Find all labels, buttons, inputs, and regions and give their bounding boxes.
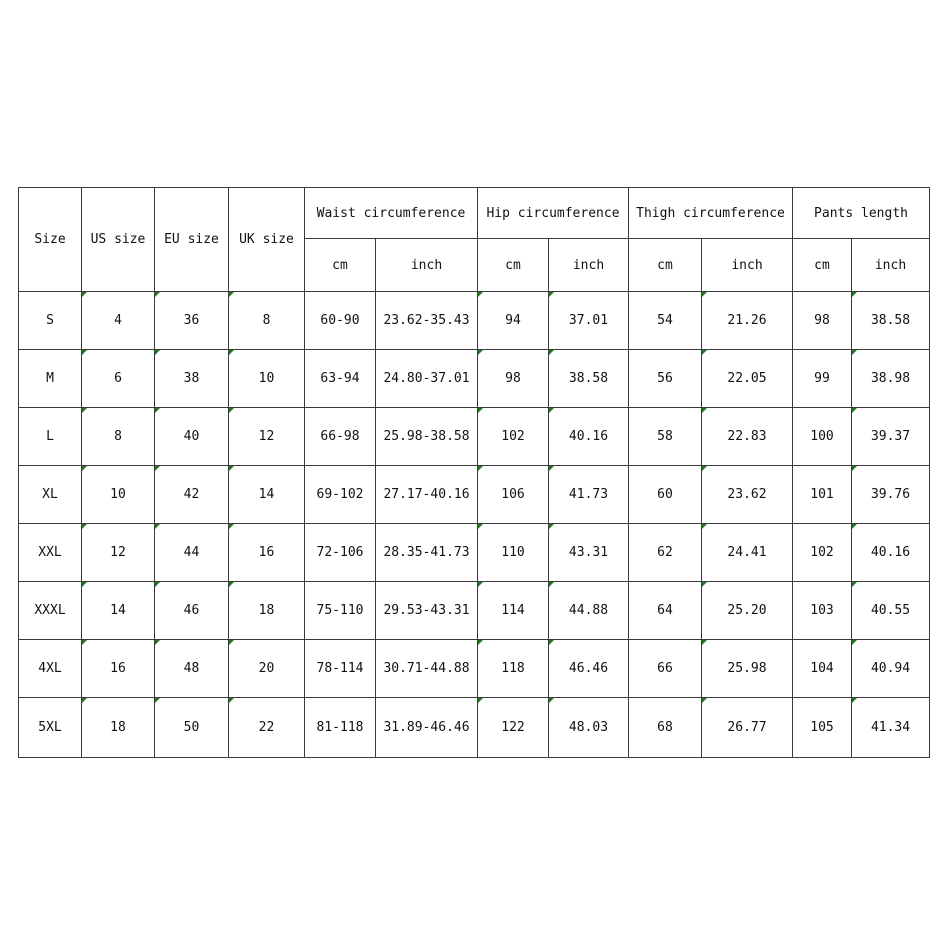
cell-eu-size: 46 bbox=[155, 582, 229, 640]
cell-thigh-inch: 24.41 bbox=[702, 524, 793, 582]
unit-cm: cm bbox=[305, 239, 376, 292]
cell-uk-size: 12 bbox=[229, 408, 305, 466]
cell-hip-inch: 41.73 bbox=[549, 466, 629, 524]
cell-pants-inch: 38.58 bbox=[852, 292, 930, 350]
cell-waist-inch: 25.98-38.58 bbox=[376, 408, 478, 466]
table-row bbox=[19, 408, 930, 466]
header-waist: Waist circumference bbox=[305, 188, 478, 239]
cell-waist-inch: 23.62-35.43 bbox=[376, 292, 478, 350]
cell-size: S bbox=[19, 292, 82, 350]
cell-waist-cm: 60-90 bbox=[305, 292, 376, 350]
cell-pants-inch: 38.98 bbox=[852, 350, 930, 408]
unit-cm: cm bbox=[793, 239, 852, 292]
cell-hip-inch: 46.46 bbox=[549, 640, 629, 698]
cell-hip-cm: 110 bbox=[478, 524, 549, 582]
header-uk-size: UK size bbox=[229, 188, 305, 292]
cell-waist-cm: 72-106 bbox=[305, 524, 376, 582]
cell-pants-inch: 39.37 bbox=[852, 408, 930, 466]
cell-pants-cm: 98 bbox=[793, 292, 852, 350]
cell-us-size: 16 bbox=[82, 640, 155, 698]
cell-thigh-inch: 25.20 bbox=[702, 582, 793, 640]
cell-thigh-cm: 56 bbox=[629, 350, 702, 408]
cell-pants-inch: 40.55 bbox=[852, 582, 930, 640]
cell-hip-inch: 43.31 bbox=[549, 524, 629, 582]
cell-pants-inch: 41.34 bbox=[852, 698, 930, 758]
cell-hip-cm: 98 bbox=[478, 350, 549, 408]
unit-inch: inch bbox=[702, 239, 793, 292]
cell-uk-size: 16 bbox=[229, 524, 305, 582]
cell-us-size: 18 bbox=[82, 698, 155, 758]
cell-hip-cm: 118 bbox=[478, 640, 549, 698]
cell-eu-size: 42 bbox=[155, 466, 229, 524]
table-row bbox=[19, 350, 930, 408]
cell-pants-inch: 40.94 bbox=[852, 640, 930, 698]
unit-inch: inch bbox=[852, 239, 930, 292]
cell-pants-inch: 40.16 bbox=[852, 524, 930, 582]
cell-hip-cm: 94 bbox=[478, 292, 549, 350]
cell-thigh-inch: 23.62 bbox=[702, 466, 793, 524]
cell-thigh-inch: 21.26 bbox=[702, 292, 793, 350]
cell-waist-cm: 81-118 bbox=[305, 698, 376, 758]
unit-cm: cm bbox=[629, 239, 702, 292]
cell-thigh-inch: 22.05 bbox=[702, 350, 793, 408]
size-chart-table bbox=[18, 187, 930, 758]
header-row-top bbox=[19, 188, 930, 239]
cell-eu-size: 44 bbox=[155, 524, 229, 582]
table-row bbox=[19, 524, 930, 582]
cell-waist-inch: 29.53-43.31 bbox=[376, 582, 478, 640]
table-body bbox=[19, 292, 930, 758]
unit-inch: inch bbox=[549, 239, 629, 292]
cell-waist-cm: 78-114 bbox=[305, 640, 376, 698]
cell-uk-size: 20 bbox=[229, 640, 305, 698]
cell-uk-size: 22 bbox=[229, 698, 305, 758]
cell-thigh-inch: 22.83 bbox=[702, 408, 793, 466]
cell-waist-inch: 31.89-46.46 bbox=[376, 698, 478, 758]
cell-waist-inch: 30.71-44.88 bbox=[376, 640, 478, 698]
cell-eu-size: 36 bbox=[155, 292, 229, 350]
cell-thigh-cm: 58 bbox=[629, 408, 702, 466]
cell-hip-inch: 48.03 bbox=[549, 698, 629, 758]
cell-size: XL bbox=[19, 466, 82, 524]
cell-us-size: 6 bbox=[82, 350, 155, 408]
cell-pants-cm: 103 bbox=[793, 582, 852, 640]
cell-us-size: 10 bbox=[82, 466, 155, 524]
cell-uk-size: 14 bbox=[229, 466, 305, 524]
cell-us-size: 4 bbox=[82, 292, 155, 350]
cell-thigh-cm: 66 bbox=[629, 640, 702, 698]
cell-hip-cm: 114 bbox=[478, 582, 549, 640]
cell-pants-cm: 100 bbox=[793, 408, 852, 466]
header-us-size: US size bbox=[82, 188, 155, 292]
cell-hip-inch: 44.88 bbox=[549, 582, 629, 640]
header-size: Size bbox=[19, 188, 82, 292]
cell-thigh-cm: 68 bbox=[629, 698, 702, 758]
cell-uk-size: 18 bbox=[229, 582, 305, 640]
cell-eu-size: 38 bbox=[155, 350, 229, 408]
cell-hip-cm: 122 bbox=[478, 698, 549, 758]
table-row bbox=[19, 582, 930, 640]
cell-thigh-cm: 64 bbox=[629, 582, 702, 640]
cell-hip-inch: 38.58 bbox=[549, 350, 629, 408]
cell-pants-cm: 104 bbox=[793, 640, 852, 698]
cell-thigh-cm: 62 bbox=[629, 524, 702, 582]
cell-pants-cm: 102 bbox=[793, 524, 852, 582]
table-row bbox=[19, 698, 930, 758]
cell-waist-inch: 28.35-41.73 bbox=[376, 524, 478, 582]
cell-size: L bbox=[19, 408, 82, 466]
cell-hip-cm: 106 bbox=[478, 466, 549, 524]
header-pants-length: Pants length bbox=[793, 188, 930, 239]
cell-size: 4XL bbox=[19, 640, 82, 698]
unit-inch: inch bbox=[376, 239, 478, 292]
header-thigh: Thigh circumference bbox=[629, 188, 793, 239]
cell-size: XXL bbox=[19, 524, 82, 582]
cell-thigh-cm: 60 bbox=[629, 466, 702, 524]
cell-pants-cm: 105 bbox=[793, 698, 852, 758]
cell-thigh-inch: 26.77 bbox=[702, 698, 793, 758]
unit-cm: cm bbox=[478, 239, 549, 292]
table-row bbox=[19, 466, 930, 524]
cell-waist-inch: 24.80-37.01 bbox=[376, 350, 478, 408]
cell-thigh-inch: 25.98 bbox=[702, 640, 793, 698]
cell-hip-inch: 37.01 bbox=[549, 292, 629, 350]
cell-waist-cm: 69-102 bbox=[305, 466, 376, 524]
cell-pants-cm: 99 bbox=[793, 350, 852, 408]
cell-waist-cm: 75-110 bbox=[305, 582, 376, 640]
cell-size: 5XL bbox=[19, 698, 82, 758]
cell-us-size: 14 bbox=[82, 582, 155, 640]
cell-size: XXXL bbox=[19, 582, 82, 640]
cell-hip-inch: 40.16 bbox=[549, 408, 629, 466]
cell-waist-inch: 27.17-40.16 bbox=[376, 466, 478, 524]
cell-eu-size: 50 bbox=[155, 698, 229, 758]
header-eu-size: EU size bbox=[155, 188, 229, 292]
cell-uk-size: 8 bbox=[229, 292, 305, 350]
cell-hip-cm: 102 bbox=[478, 408, 549, 466]
cell-us-size: 12 bbox=[82, 524, 155, 582]
table-row bbox=[19, 292, 930, 350]
header-hip: Hip circumference bbox=[478, 188, 629, 239]
cell-eu-size: 48 bbox=[155, 640, 229, 698]
cell-size: M bbox=[19, 350, 82, 408]
table-row bbox=[19, 640, 930, 698]
cell-us-size: 8 bbox=[82, 408, 155, 466]
cell-eu-size: 40 bbox=[155, 408, 229, 466]
cell-pants-cm: 101 bbox=[793, 466, 852, 524]
cell-pants-inch: 39.76 bbox=[852, 466, 930, 524]
cell-waist-cm: 66-98 bbox=[305, 408, 376, 466]
cell-uk-size: 10 bbox=[229, 350, 305, 408]
size-chart bbox=[18, 187, 930, 758]
cell-thigh-cm: 54 bbox=[629, 292, 702, 350]
cell-waist-cm: 63-94 bbox=[305, 350, 376, 408]
